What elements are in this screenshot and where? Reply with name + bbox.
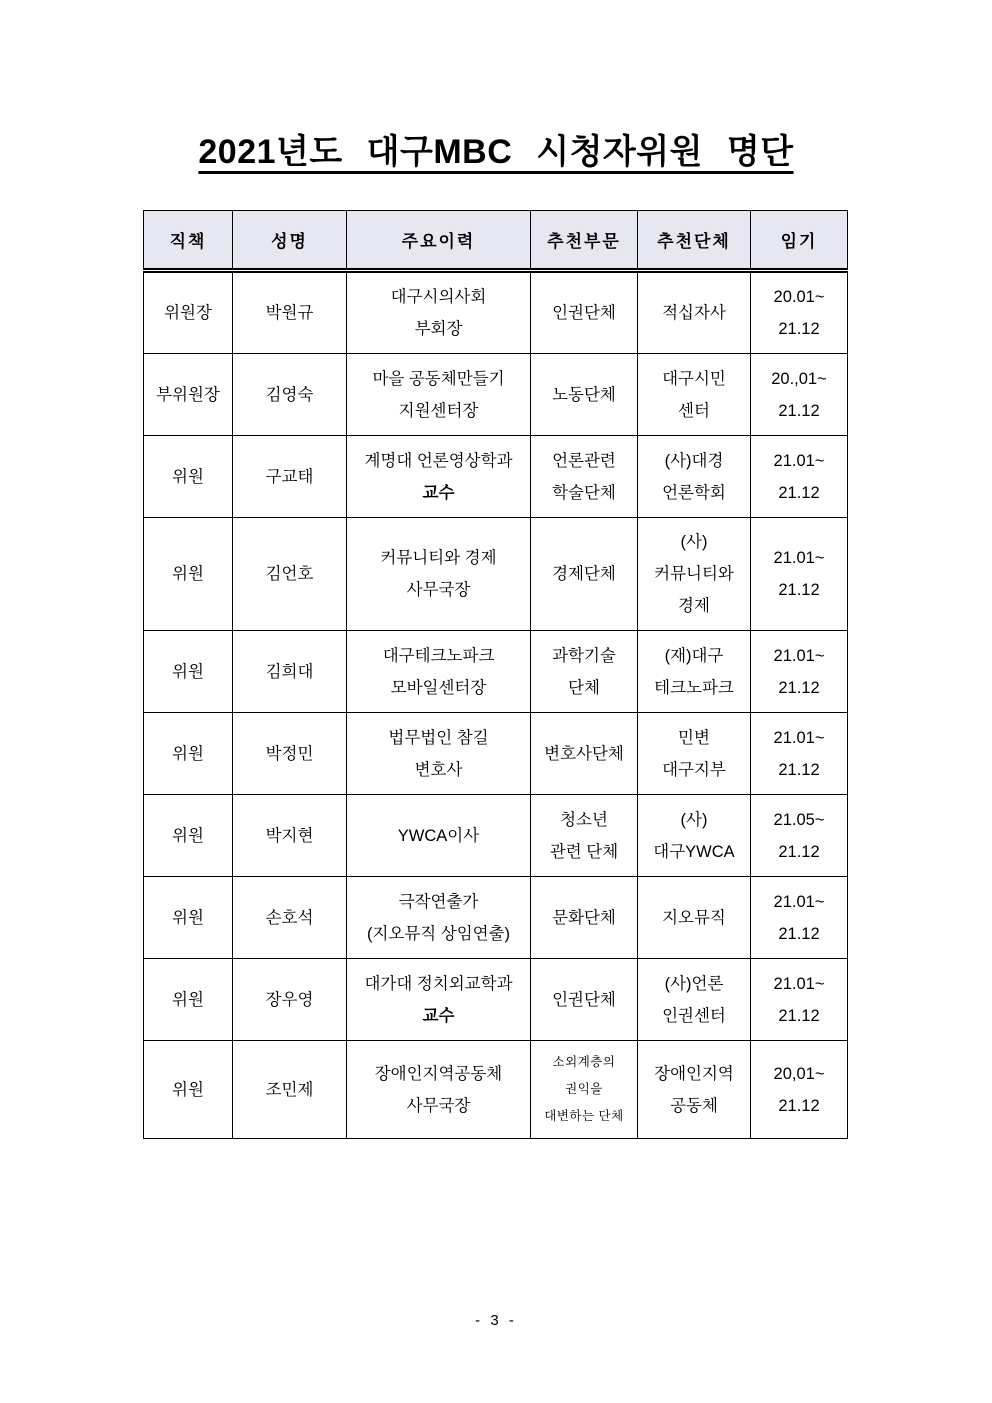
cell-text-line: 장애인지역공동체	[374, 1064, 503, 1083]
table-row	[144, 631, 848, 713]
cell-text-line: 21.01~	[773, 549, 825, 567]
cell-text-line: 언론관련	[552, 451, 616, 470]
column-header: 성명	[233, 211, 347, 271]
page-number: - 3 -	[475, 1312, 517, 1329]
cell-term	[751, 518, 848, 631]
cell-text-line: 청소년	[560, 810, 608, 829]
cell-position	[144, 713, 233, 795]
cell-term	[751, 436, 848, 518]
cell-text-line: 21.12	[778, 1096, 820, 1115]
cell-text-line: 커뮤니티와 경제	[380, 549, 497, 567]
cell-text-line: 21.12	[778, 760, 820, 779]
cell-sector	[531, 436, 638, 518]
cell-text-line: 모바일센터장	[390, 678, 487, 697]
cell-text-line: 대구시의사회	[390, 288, 487, 306]
cell-org	[638, 1041, 751, 1139]
cell-text-line: (사)	[680, 533, 708, 551]
cell-text-line: 경제	[678, 597, 710, 615]
cell-name	[233, 713, 347, 795]
cell-name	[233, 1041, 347, 1139]
cell-text-line: 언론학회	[662, 483, 726, 502]
cell-text-line: 위원	[172, 990, 204, 1009]
cell-name	[233, 795, 347, 877]
cell-text-line: 21.12	[778, 1006, 820, 1025]
cell-text-line: 위원	[172, 1080, 204, 1099]
cell-org	[638, 795, 751, 877]
cell-text-line: 부위원장	[156, 385, 220, 404]
cell-career	[347, 436, 531, 518]
cell-career	[347, 631, 531, 713]
cell-text-line: (사)언론	[664, 974, 724, 993]
cell-text-line: (사)	[680, 810, 708, 829]
cell-text-line: 권익을	[565, 1082, 603, 1096]
cell-career	[347, 959, 531, 1041]
cell-term	[751, 354, 848, 436]
cell-text-line: 21.01~	[773, 646, 825, 665]
cell-text-line: 관련 단체	[549, 842, 619, 861]
cell-career	[347, 518, 531, 631]
cell-text-line: (사)대경	[664, 451, 724, 470]
cell-text-line: 과학기술	[552, 646, 616, 665]
cell-text-line: 구교태	[265, 467, 314, 486]
committee-table	[143, 210, 848, 1139]
cell-text-line: 장우영	[265, 990, 314, 1009]
cell-name	[233, 518, 347, 631]
cell-text-line: 인권단체	[552, 304, 616, 322]
cell-career	[347, 795, 531, 877]
cell-sector	[531, 1041, 638, 1139]
cell-text-line: 단체	[568, 678, 600, 697]
cell-text-line: 문화단체	[552, 908, 616, 927]
column-header: 추천단체	[638, 211, 751, 271]
cell-career	[347, 877, 531, 959]
cell-sector	[531, 518, 638, 631]
cell-text-line: YWCA이사	[397, 826, 480, 845]
cell-text-line: 박원규	[265, 304, 314, 322]
cell-text-line: 대구YWCA	[653, 842, 735, 861]
cell-text-line: 김희대	[265, 662, 314, 681]
table-header-row	[144, 211, 848, 271]
cell-sector	[531, 271, 638, 354]
cell-text-line: 대구지부	[662, 760, 726, 779]
column-header: 직책	[144, 211, 233, 271]
cell-text-line: (재)대구	[664, 646, 724, 665]
cell-text-line: 21.01~	[773, 974, 825, 993]
cell-text-line: 대구시민	[662, 369, 726, 388]
cell-name	[233, 436, 347, 518]
cell-text-line: 공동체	[670, 1096, 718, 1115]
table-row	[144, 877, 848, 959]
cell-text-line: 부회장	[414, 320, 463, 338]
cell-text-line: 위원	[172, 662, 204, 681]
cell-org	[638, 631, 751, 713]
cell-org	[638, 436, 751, 518]
cell-text-line: 변호사	[414, 760, 463, 779]
cell-sector	[531, 631, 638, 713]
cell-sector	[531, 354, 638, 436]
table-body	[144, 271, 848, 1139]
cell-term	[751, 631, 848, 713]
table-row	[144, 795, 848, 877]
cell-sector	[531, 877, 638, 959]
cell-text-line: 센터	[678, 401, 710, 420]
cell-term	[751, 877, 848, 959]
table-row	[144, 518, 848, 631]
cell-text-line: 21.12	[778, 401, 820, 420]
cell-org	[638, 271, 751, 354]
table-row	[144, 354, 848, 436]
cell-text-line: 20.01~	[773, 288, 825, 306]
cell-org	[638, 959, 751, 1041]
cell-term	[751, 795, 848, 877]
table-row	[144, 436, 848, 518]
cell-text-line: 소외계층의	[552, 1055, 616, 1069]
cell-org	[638, 518, 751, 631]
cell-sector	[531, 795, 638, 877]
cell-text-line: 인권센터	[662, 1006, 726, 1025]
cell-text-line: 박정민	[265, 744, 314, 763]
cell-sector	[531, 713, 638, 795]
cell-text-line: 21.01~	[773, 728, 825, 747]
table-row	[144, 959, 848, 1041]
cell-text-line: 변호사단체	[544, 744, 624, 763]
cell-text-line: 조민제	[265, 1080, 314, 1099]
cell-text-line: 학술단체	[552, 483, 616, 502]
cell-term	[751, 713, 848, 795]
cell-text-line: 계명대 언론영상학과	[364, 451, 513, 470]
cell-position	[144, 436, 233, 518]
cell-text-line: 손호석	[265, 908, 314, 927]
cell-text-line: 테크노파크	[654, 678, 734, 697]
cell-text-line: 노동단체	[552, 385, 616, 404]
cell-name	[233, 354, 347, 436]
cell-text-line: 위원	[172, 908, 204, 927]
cell-text-line: (지오뮤직 상임연출)	[366, 924, 511, 943]
cell-text-line: 사무국장	[406, 581, 471, 599]
column-header: 추천부문	[531, 211, 638, 271]
cell-text-line: 박지현	[265, 826, 314, 845]
cell-term	[751, 1041, 848, 1139]
cell-term	[751, 959, 848, 1041]
cell-career	[347, 1041, 531, 1139]
cell-position	[144, 271, 233, 354]
cell-text-line: 21.12	[778, 581, 820, 599]
cell-position	[144, 877, 233, 959]
table-row	[144, 1041, 848, 1139]
cell-text-line: 극작연출가	[398, 892, 479, 911]
cell-career	[347, 271, 531, 354]
cell-text-line: 위원장	[164, 304, 212, 322]
cell-text-line: 지원센터장	[398, 401, 479, 420]
cell-text-line: 위원	[172, 744, 204, 763]
cell-org	[638, 713, 751, 795]
cell-position	[144, 518, 233, 631]
cell-career	[347, 713, 531, 795]
cell-text-line: 김언호	[265, 565, 314, 583]
cell-org	[638, 877, 751, 959]
cell-text-line: 교수	[422, 483, 455, 502]
table-container	[143, 210, 848, 1139]
cell-position	[144, 631, 233, 713]
cell-text-line: 21.12	[778, 483, 820, 502]
column-header: 주요이력	[347, 211, 531, 271]
cell-name	[233, 877, 347, 959]
cell-position	[144, 959, 233, 1041]
cell-career	[347, 354, 531, 436]
table-row	[144, 271, 848, 354]
cell-text-line: 경제단체	[552, 565, 616, 583]
cell-text-line: 마을 공동체만들기	[372, 369, 505, 388]
cell-text-line: 교수	[422, 1006, 455, 1025]
header-row	[144, 211, 848, 271]
cell-org	[638, 354, 751, 436]
cell-text-line: 적십자사	[662, 304, 726, 322]
cell-text-line: 21.12	[778, 924, 820, 943]
cell-text-line: 법무법인 참길	[388, 728, 489, 747]
cell-position	[144, 354, 233, 436]
cell-text-line: 대변하는 단체	[544, 1109, 624, 1123]
table-row	[144, 713, 848, 795]
cell-text-line: 20.,01~	[771, 369, 827, 388]
cell-text-line: 위원	[172, 467, 204, 486]
cell-name	[233, 271, 347, 354]
cell-sector	[531, 959, 638, 1041]
cell-text-line: 대구테크노파크	[382, 646, 495, 665]
cell-text-line: 사무국장	[406, 1096, 471, 1115]
cell-text-line: 21.12	[778, 320, 820, 338]
cell-text-line: 21.01~	[773, 892, 825, 911]
column-header: 임기	[751, 211, 848, 271]
cell-text-line: 20,01~	[773, 1064, 825, 1083]
cell-text-line: 김영숙	[265, 385, 314, 404]
cell-position	[144, 1041, 233, 1139]
cell-text-line: 인권단체	[552, 990, 616, 1009]
cell-text-line: 21.12	[778, 842, 820, 861]
cell-text-line: 지오뮤직	[662, 908, 726, 927]
cell-text-line: 커뮤니티와	[654, 565, 734, 583]
cell-text-line: 민변	[678, 728, 710, 747]
cell-text-line: 대가대 정치외교학과	[364, 974, 513, 993]
cell-text-line: 21.01~	[773, 451, 825, 470]
cell-position	[144, 795, 233, 877]
cell-name	[233, 959, 347, 1041]
page-title: 2021년도 대구MBC 시청자위원 명단	[198, 133, 794, 171]
cell-text-line: 21.12	[778, 678, 820, 697]
cell-term	[751, 271, 848, 354]
cell-text-line: 위원	[172, 565, 204, 583]
cell-text-line: 장애인지역	[654, 1064, 734, 1083]
cell-text-line: 위원	[172, 826, 204, 845]
cell-name	[233, 631, 347, 713]
cell-text-line: 21.05~	[773, 810, 825, 829]
